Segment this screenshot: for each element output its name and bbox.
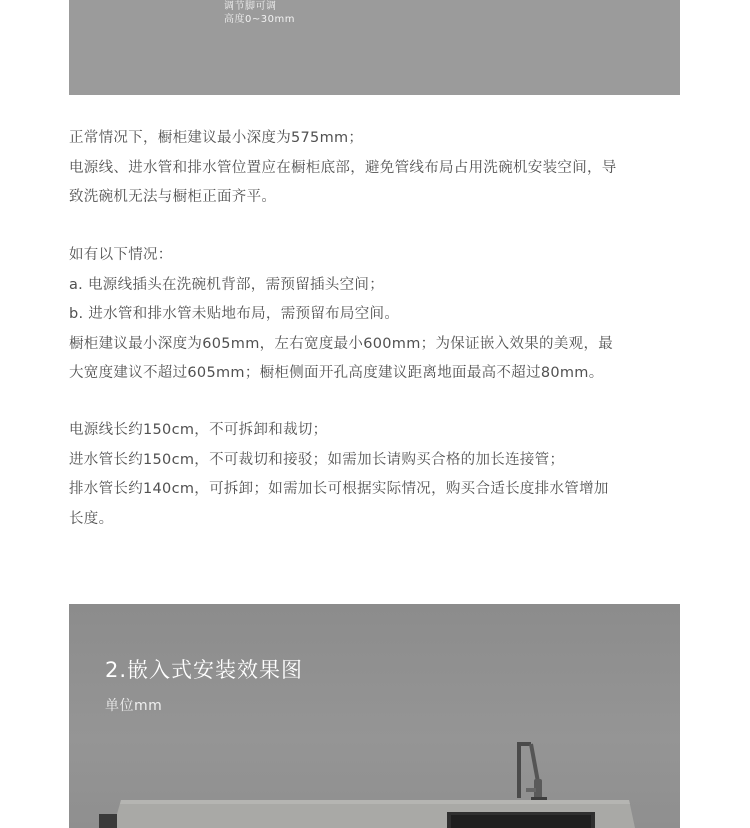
text-line: 电源线、进水管和排水管位置应在橱柜底部，避免管线布局占用洗碗机安装空间，导 (69, 159, 617, 176)
caption-line-1: 调节脚可调 (224, 1, 277, 12)
text-line: 如有以下情况： (69, 247, 173, 263)
kitchen-counter-illustration (69, 604, 680, 828)
text-line: 排水管长约140cm，可拆卸；如需加长可根据实际情况，购买合适长度排水管增加 (69, 481, 609, 497)
text-line: 进水管长约150cm，不可裁切和接驳；如需加长请购买合格的加长连接管； (69, 451, 565, 468)
text-line: 大宽度建议不超过605mm；橱柜侧面开孔高度建议距离地面最高不超过80mm。 (69, 365, 604, 381)
text-line: 致洗碗机无法与橱柜正面齐平。 (69, 189, 277, 205)
sink (447, 812, 595, 828)
faucet-icon (517, 744, 547, 801)
text-line: a. 电源线插头在洗碗机背部，需预留插头空间； (69, 276, 385, 293)
text-line: 正常情况下，橱柜建议最小深度为575mm； (69, 130, 364, 146)
cabinet-depth-paragraph (69, 124, 681, 213)
special-cases-paragraph (69, 241, 681, 389)
text-line: 橱柜建议最小深度为605mm，左右宽度最小600mm；为保证嵌入效果的美观，最 (69, 335, 614, 352)
section-title: 2.嵌入式安装效果图 (105, 658, 304, 682)
appliance-edge (99, 814, 117, 828)
pipe-length-paragraph (69, 416, 681, 534)
text-line: 电源线长约150cm，不可拆卸和裁切； (69, 422, 328, 438)
installation-effect-image-panel (69, 604, 680, 828)
caption-line-2: 高度0~30mm (224, 14, 295, 25)
foot-adjust-caption (224, 0, 295, 26)
unit-label: 单位mm (105, 698, 163, 714)
text-line: b. 进水管和排水管未贴地布局，需预留布局空间。 (69, 306, 400, 322)
text-line: 长度。 (69, 510, 114, 527)
dishwasher-foot-image-panel (69, 0, 680, 95)
